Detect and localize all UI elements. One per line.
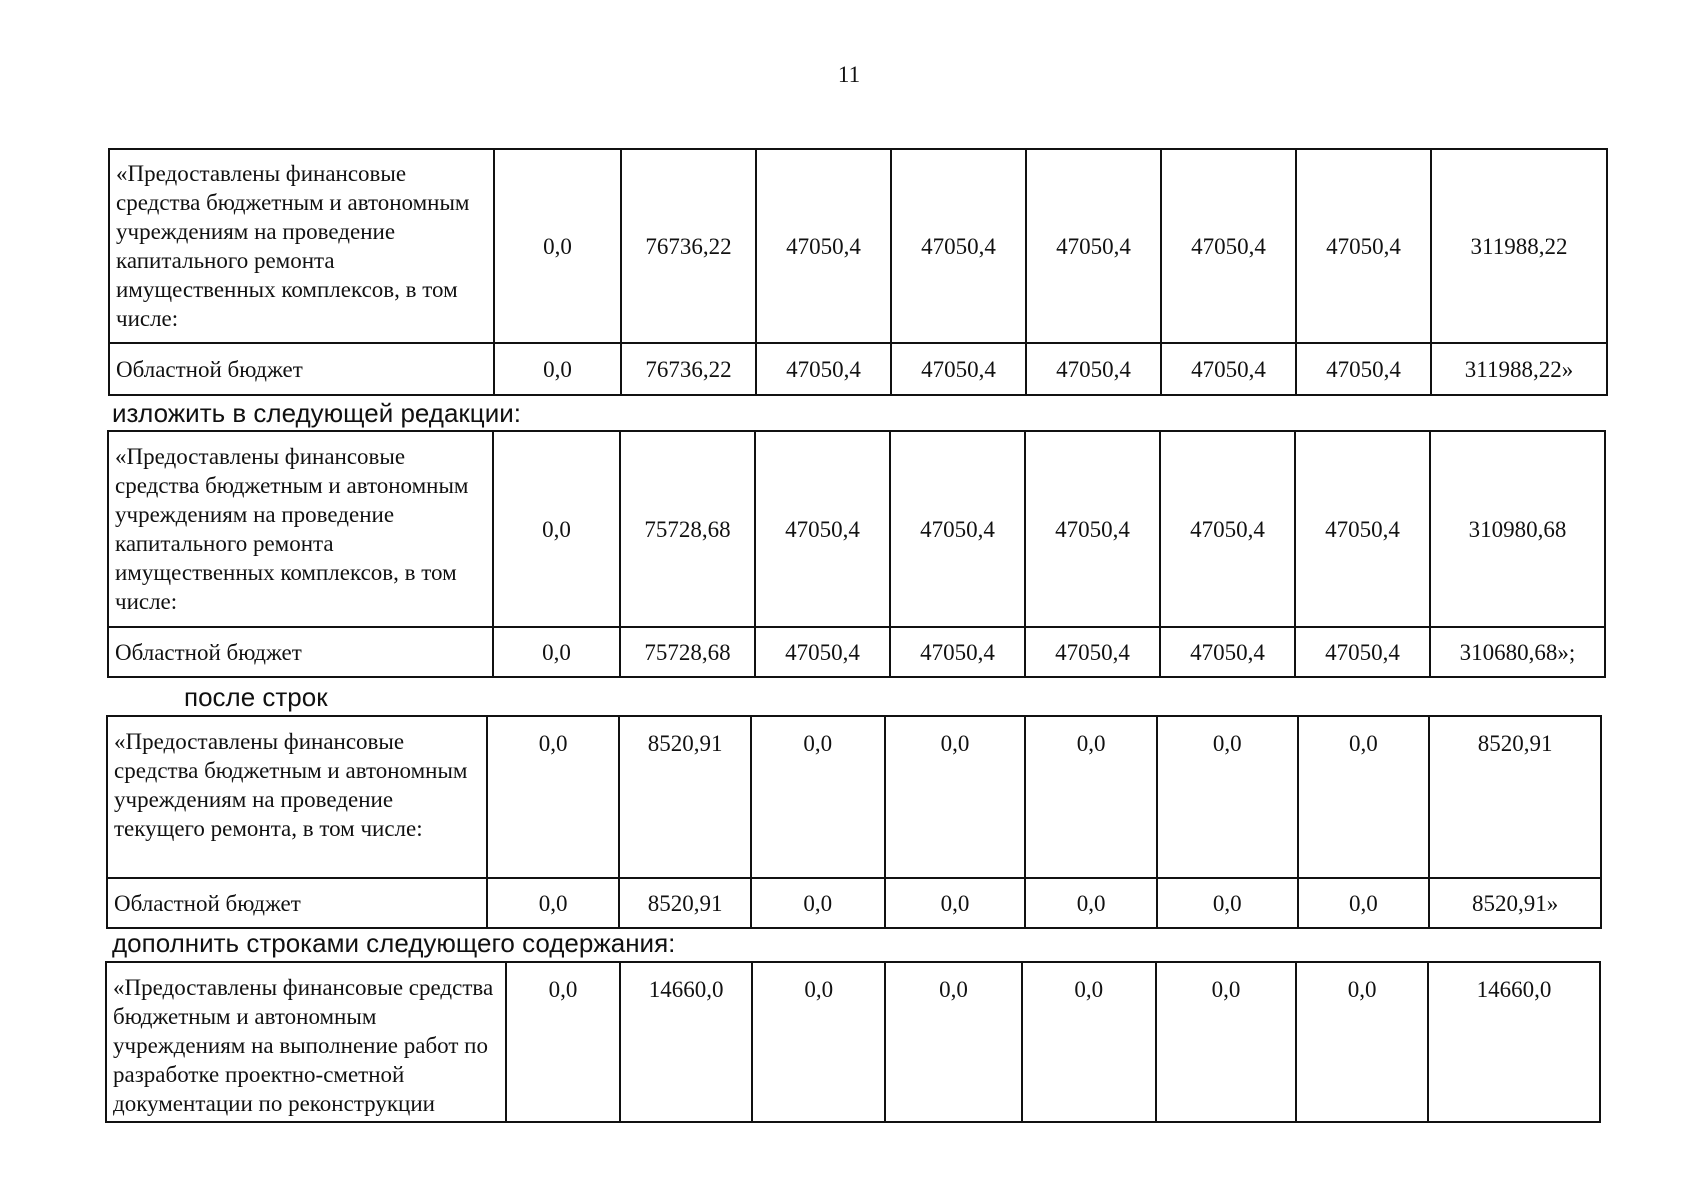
cell-value: 0,0 — [1298, 878, 1430, 928]
table-row — [106, 962, 1600, 1122]
row-label: «Предоставлены финансовые средства бюджетным и автономным учреждениям на проведение капитального ремонта имущественных комплексов, в том числе: — [108, 431, 493, 627]
row-label: «Предоставлены финансовые средства бюджетным и автономным учреждениям на проведение капитального ремонта имущественных комплексов, в том числе: — [109, 149, 494, 343]
table-row — [108, 431, 1605, 627]
cell-value: 75728,68 — [620, 627, 755, 677]
cell-value: 47050,4 — [891, 149, 1026, 343]
table-row — [107, 878, 1601, 928]
page-number: 11 — [837, 62, 861, 87]
cell-value: 0,0 — [1025, 878, 1157, 928]
cell-value: 47050,4 — [755, 627, 890, 677]
row-label: Областной бюджет — [108, 627, 493, 677]
cell-value: 0,0 — [752, 962, 885, 1122]
cell-value: 0,0 — [885, 962, 1022, 1122]
cell-value: 0,0 — [494, 149, 621, 343]
table-capital-repair-old — [108, 148, 1608, 396]
cell-value: 311988,22 — [1431, 149, 1607, 343]
cell-value: 47050,4 — [1026, 149, 1161, 343]
table-row — [108, 627, 1605, 677]
cell-value: 47050,4 — [756, 149, 891, 343]
cell-value: 0,0 — [506, 962, 620, 1122]
cell-value: 14660,0 — [1428, 962, 1600, 1122]
cell-value: 47050,4 — [1026, 343, 1161, 395]
cell-value: 76736,22 — [621, 343, 756, 395]
instruction-phrase-1: изложить в следующей редакции: — [112, 398, 521, 428]
cell-value: 0,0 — [1022, 962, 1156, 1122]
row-label: «Предоставлены финансовые средства бюджетным и автономным учреждениям на проведение текущего ремонта, в том числе: — [107, 716, 487, 878]
cell-value: 47050,4 — [1160, 627, 1295, 677]
cell-value: 0,0 — [751, 878, 885, 928]
cell-value: 0,0 — [1025, 716, 1157, 878]
cell-value: 47050,4 — [1161, 149, 1296, 343]
cell-value: 47050,4 — [1296, 343, 1431, 395]
cell-value: 47050,4 — [1295, 627, 1430, 677]
cell-value: 0,0 — [1157, 716, 1298, 878]
table-row — [109, 149, 1607, 343]
cell-value: 47050,4 — [1161, 343, 1296, 395]
cell-value: 47050,4 — [755, 431, 890, 627]
cell-value: 0,0 — [885, 878, 1026, 928]
cell-value: 47050,4 — [756, 343, 891, 395]
row-label: Областной бюджет — [109, 343, 494, 395]
row-label: «Предоставлены финансовые средства бюджетным и автономным учреждениям на выполнение работ по разработке проектно-сметной документации по реконструкции — [106, 962, 506, 1122]
table-row — [109, 343, 1607, 395]
cell-value: 47050,4 — [890, 431, 1025, 627]
cell-value: 47050,4 — [1296, 149, 1431, 343]
cell-value: 14660,0 — [620, 962, 753, 1122]
table-row — [107, 716, 1601, 878]
cell-value: 8520,91» — [1429, 878, 1601, 928]
instruction-phrase-3: дополнить строками следующего содержания: — [112, 928, 676, 958]
cell-value: 0,0 — [494, 343, 621, 395]
cell-value: 310680,68»; — [1430, 627, 1605, 677]
table-design-documentation — [105, 961, 1601, 1123]
table-current-repair — [106, 715, 1602, 929]
cell-value: 0,0 — [1157, 878, 1298, 928]
cell-value: 0,0 — [885, 716, 1026, 878]
cell-value: 8520,91 — [619, 716, 751, 878]
cell-value: 310980,68 — [1430, 431, 1605, 627]
cell-value: 47050,4 — [1025, 431, 1160, 627]
cell-value: 0,0 — [1298, 716, 1430, 878]
instruction-phrase-2: после строк — [184, 682, 328, 712]
cell-value: 8520,91 — [619, 878, 751, 928]
cell-value: 47050,4 — [1025, 627, 1160, 677]
cell-value: 76736,22 — [621, 149, 756, 343]
cell-value: 0,0 — [493, 431, 620, 627]
cell-value: 47050,4 — [1160, 431, 1295, 627]
cell-value: 8520,91 — [1429, 716, 1601, 878]
cell-value: 0,0 — [751, 716, 885, 878]
table-capital-repair-new — [107, 430, 1606, 678]
cell-value: 47050,4 — [891, 343, 1026, 395]
cell-value: 0,0 — [487, 878, 620, 928]
cell-value: 0,0 — [493, 627, 620, 677]
cell-value: 0,0 — [487, 716, 620, 878]
cell-value: 47050,4 — [1295, 431, 1430, 627]
cell-value: 0,0 — [1156, 962, 1297, 1122]
cell-value: 0,0 — [1296, 962, 1428, 1122]
cell-value: 75728,68 — [620, 431, 755, 627]
row-label: Областной бюджет — [107, 878, 487, 928]
cell-value: 311988,22» — [1431, 343, 1607, 395]
cell-value: 47050,4 — [890, 627, 1025, 677]
